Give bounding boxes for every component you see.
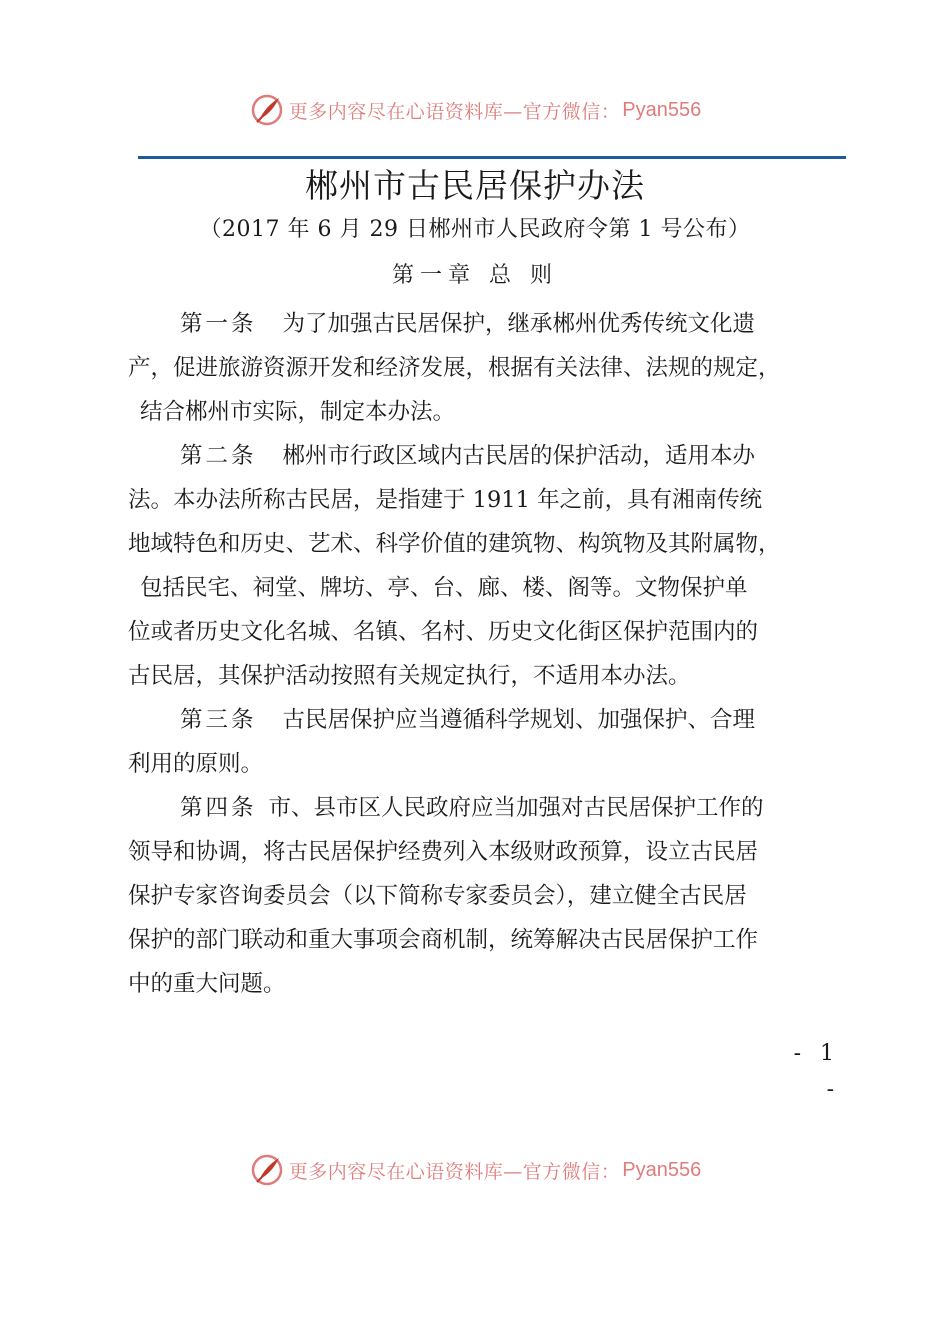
- article-2-line-5: 位或者历史文化名城、名镇、名村、历史文化街区保护范围内的: [128, 619, 759, 645]
- watermark-wechat-id: Pyan556: [622, 98, 702, 121]
- chapter-heading: 第一章 总 则: [392, 263, 558, 288]
- article-2-line-4: 包括民宅、祠堂、牌坊、亭、台、廊、楼、阁等。文物保护单: [140, 575, 748, 601]
- article-4-line-5: 中的重大问题。: [128, 971, 286, 997]
- quill-logo-icon: [249, 1152, 285, 1188]
- header-rule: [138, 156, 846, 159]
- quill-logo-icon: [249, 92, 285, 128]
- article-4-line-4: 保护的部门联动和重大事项会商机制，统筹解决古民居保护工作: [128, 927, 759, 953]
- article-4-line-3: 保护专家咨询委员会（以下简称专家委员会），建立健全古民居: [128, 883, 747, 909]
- document-body: [128, 302, 863, 1006]
- document-title: 郴州市古民居保护办法: [305, 166, 645, 205]
- article-1-line-1: [128, 302, 863, 346]
- article-4-number: 第四条: [180, 795, 257, 821]
- article-4-line-1: [128, 786, 863, 830]
- article-2-line-6: 古民居，其保护活动按照有关规定执行，不适用本办法。: [128, 663, 691, 689]
- article-1-line-2: 产，促进旅游资源开发和经济发展，根据有关法律、法规的规定，: [128, 355, 781, 381]
- article-3-line-2: 利用的原则。: [128, 751, 264, 777]
- watermark-text: 更多内容尽在心语资料库—官方微信：: [288, 100, 621, 123]
- article-3-line-1: [128, 698, 863, 742]
- page-number: - 1 -: [793, 1041, 840, 1102]
- article-1-number: 第一条: [180, 311, 257, 337]
- article-4-text-1: 市、县市区人民政府应当加强对古民居保护工作的: [268, 795, 764, 821]
- article-2-text-1: 郴州市行政区域内古民居的保护活动，适用本办: [282, 443, 756, 469]
- article-2-line-2: 法。本办法所称古民居，是指建于 1911 年之前，具有湘南传统: [128, 487, 763, 513]
- article-2-number: 第二条: [180, 443, 257, 469]
- article-1-text-1: 为了加强古民居保护，继承郴州优秀传统文化遗: [282, 311, 756, 337]
- article-2-line-1: [128, 434, 863, 478]
- article-3-text-1: 古民居保护应当遵循科学规划、加强保护、合理: [282, 707, 756, 733]
- article-3-number: 第三条: [180, 707, 257, 733]
- article-1-line-3: 结合郴州市实际，制定本办法。: [140, 399, 456, 425]
- article-4-line-2: 领导和协调，将古民居保护经费列入本级财政预算，设立古民居: [128, 839, 759, 865]
- watermark-footer: [0, 1148, 950, 1192]
- watermark-text: 更多内容尽在心语资料库—官方微信：: [288, 1160, 621, 1183]
- document-subtitle: （2017 年 6 月 29 日郴州市人民政府令第 1 号公布）: [199, 217, 751, 242]
- article-2-line-3: 地域特色和历史、艺术、科学价值的建筑物、构筑物及其附属物，: [128, 531, 781, 557]
- watermark-header: [0, 88, 950, 132]
- watermark-wechat-id: Pyan556: [622, 1158, 702, 1181]
